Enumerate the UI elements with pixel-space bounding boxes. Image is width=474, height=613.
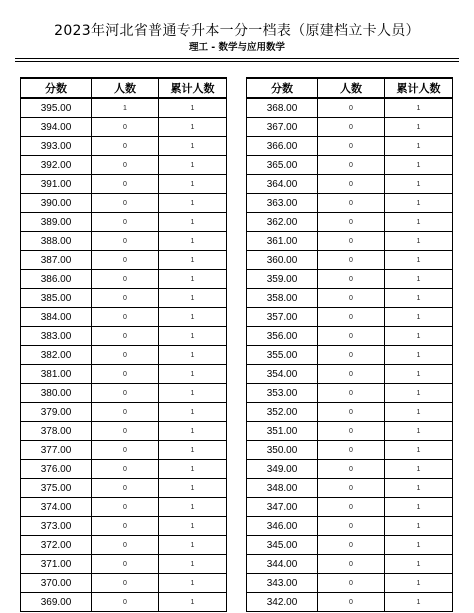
cumulative-count-cell: 1	[385, 308, 453, 327]
cumulative-count-cell: 1	[159, 118, 227, 137]
cumulative-count-cell: 1	[385, 213, 453, 232]
table-row	[21, 232, 227, 251]
score-cell: 364.00	[247, 175, 318, 194]
count-cell: 0	[92, 156, 159, 175]
count-cell: 0	[92, 118, 159, 137]
count-cell: 0	[318, 536, 385, 555]
cumulative-count-cell: 1	[385, 365, 453, 384]
table-row	[21, 365, 227, 384]
table-row	[247, 498, 453, 517]
cumulative-count-cell: 1	[385, 441, 453, 460]
count-cell: 0	[318, 289, 385, 308]
table-row	[21, 156, 227, 175]
column-header-score: 分数	[247, 78, 318, 98]
score-cell: 353.00	[247, 384, 318, 403]
count-cell: 0	[318, 251, 385, 270]
table-row	[247, 98, 453, 118]
count-cell: 0	[92, 175, 159, 194]
score-cell: 388.00	[21, 232, 92, 251]
score-cell: 385.00	[21, 289, 92, 308]
cumulative-count-cell: 1	[385, 460, 453, 479]
count-cell: 0	[92, 517, 159, 536]
table-row	[21, 422, 227, 441]
table-row	[21, 346, 227, 365]
count-cell: 0	[92, 384, 159, 403]
count-cell: 0	[318, 460, 385, 479]
header-divider-top	[15, 58, 459, 59]
count-cell: 0	[318, 365, 385, 384]
count-cell: 0	[92, 346, 159, 365]
table-body-left	[21, 98, 227, 612]
count-cell: 0	[318, 498, 385, 517]
table-row	[21, 384, 227, 403]
table-row	[247, 555, 453, 574]
score-cell: 355.00	[247, 346, 318, 365]
table-row	[21, 536, 227, 555]
table-row	[21, 479, 227, 498]
count-cell: 0	[92, 232, 159, 251]
score-cell: 391.00	[21, 175, 92, 194]
cumulative-count-cell: 1	[159, 498, 227, 517]
table-row	[247, 536, 453, 555]
score-cell: 394.00	[21, 118, 92, 137]
score-cell: 351.00	[247, 422, 318, 441]
score-cell: 345.00	[247, 536, 318, 555]
count-cell: 0	[92, 422, 159, 441]
score-cell: 375.00	[21, 479, 92, 498]
count-cell: 0	[92, 289, 159, 308]
cumulative-count-cell: 1	[385, 479, 453, 498]
cumulative-count-cell: 1	[385, 403, 453, 422]
page-title: 2023年河北省普通专升本一分一档表（原建档立卡人员）	[54, 23, 420, 39]
page-subtitle: 理工 - 数学与应用数学	[188, 42, 286, 53]
score-cell: 354.00	[247, 365, 318, 384]
cumulative-count-cell: 1	[159, 213, 227, 232]
score-cell: 368.00	[247, 98, 318, 118]
score-cell: 356.00	[247, 327, 318, 346]
cumulative-count-cell: 1	[159, 346, 227, 365]
cumulative-count-cell: 1	[159, 422, 227, 441]
score-cell: 365.00	[247, 156, 318, 175]
count-cell: 0	[318, 137, 385, 156]
table-row	[21, 555, 227, 574]
score-cell: 347.00	[247, 498, 318, 517]
score-cell: 389.00	[21, 213, 92, 232]
cumulative-count-cell: 1	[159, 574, 227, 593]
cumulative-count-cell: 1	[385, 517, 453, 536]
count-cell: 0	[318, 422, 385, 441]
cumulative-count-cell: 1	[159, 270, 227, 289]
cumulative-count-cell: 1	[159, 384, 227, 403]
table-row	[21, 270, 227, 289]
table-row	[247, 194, 453, 213]
column-header-score: 分数	[21, 78, 92, 98]
cumulative-count-cell: 1	[159, 536, 227, 555]
count-cell: 0	[92, 194, 159, 213]
cumulative-count-cell: 1	[159, 137, 227, 156]
table-row	[247, 422, 453, 441]
count-cell: 0	[318, 593, 385, 612]
table-row	[21, 137, 227, 156]
cumulative-count-cell: 1	[159, 175, 227, 194]
column-header-count: 人数	[318, 78, 385, 98]
cumulative-count-cell: 1	[385, 232, 453, 251]
score-cell: 373.00	[21, 517, 92, 536]
cumulative-count-cell: 1	[385, 156, 453, 175]
cumulative-count-cell: 1	[385, 270, 453, 289]
table-row	[247, 289, 453, 308]
score-cell: 374.00	[21, 498, 92, 517]
count-cell: 0	[92, 441, 159, 460]
cumulative-count-cell: 1	[385, 118, 453, 137]
table-row	[21, 289, 227, 308]
table-row	[21, 118, 227, 137]
count-cell: 0	[318, 213, 385, 232]
table-row	[21, 574, 227, 593]
score-cell: 382.00	[21, 346, 92, 365]
cumulative-count-cell: 1	[159, 460, 227, 479]
score-cell: 366.00	[247, 137, 318, 156]
table-row	[247, 517, 453, 536]
cumulative-count-cell: 1	[385, 346, 453, 365]
score-cell: 357.00	[247, 308, 318, 327]
table-row	[247, 213, 453, 232]
cumulative-count-cell: 1	[159, 327, 227, 346]
count-cell: 0	[318, 517, 385, 536]
table-row	[247, 232, 453, 251]
table-row	[247, 593, 453, 612]
cumulative-count-cell: 1	[159, 479, 227, 498]
count-cell: 0	[318, 327, 385, 346]
table-row	[247, 118, 453, 137]
table-row	[21, 175, 227, 194]
count-cell: 0	[318, 555, 385, 574]
cumulative-count-cell: 1	[159, 403, 227, 422]
score-cell: 352.00	[247, 403, 318, 422]
count-cell: 0	[92, 270, 159, 289]
cumulative-count-cell: 1	[159, 98, 227, 118]
table-row	[247, 308, 453, 327]
cumulative-count-cell: 1	[159, 194, 227, 213]
count-cell: 0	[92, 498, 159, 517]
score-cell: 346.00	[247, 517, 318, 536]
column-header-count: 人数	[92, 78, 159, 98]
count-cell: 1	[92, 98, 159, 118]
score-cell: 370.00	[21, 574, 92, 593]
cumulative-count-cell: 1	[159, 251, 227, 270]
count-cell: 0	[92, 403, 159, 422]
count-cell: 0	[318, 403, 385, 422]
score-cell: 387.00	[21, 251, 92, 270]
score-cell: 378.00	[21, 422, 92, 441]
score-cell: 361.00	[247, 232, 318, 251]
cumulative-count-cell: 1	[159, 232, 227, 251]
table-row	[247, 327, 453, 346]
count-cell: 0	[318, 98, 385, 118]
cumulative-count-cell: 1	[159, 365, 227, 384]
table-row	[21, 251, 227, 270]
table-row	[21, 194, 227, 213]
count-cell: 0	[318, 346, 385, 365]
score-cell: 390.00	[21, 194, 92, 213]
table-header-row	[21, 78, 227, 98]
score-cell: 360.00	[247, 251, 318, 270]
cumulative-count-cell: 1	[385, 536, 453, 555]
table-body-right	[247, 98, 453, 612]
score-cell: 384.00	[21, 308, 92, 327]
count-cell: 0	[92, 555, 159, 574]
cumulative-count-cell: 1	[385, 137, 453, 156]
count-cell: 0	[318, 232, 385, 251]
score-cell: 380.00	[21, 384, 92, 403]
count-cell: 0	[92, 536, 159, 555]
table-row	[21, 441, 227, 460]
score-cell: 343.00	[247, 574, 318, 593]
cumulative-count-cell: 1	[385, 98, 453, 118]
count-cell: 0	[318, 384, 385, 403]
cumulative-count-cell: 1	[385, 289, 453, 308]
table-row	[247, 156, 453, 175]
table-row	[21, 460, 227, 479]
score-cell: 344.00	[247, 555, 318, 574]
table-row	[21, 327, 227, 346]
cumulative-count-cell: 1	[159, 289, 227, 308]
cumulative-count-cell: 1	[385, 384, 453, 403]
count-cell: 0	[318, 194, 385, 213]
count-cell: 0	[318, 574, 385, 593]
cumulative-count-cell: 1	[385, 574, 453, 593]
count-cell: 0	[318, 308, 385, 327]
score-cell: 393.00	[21, 137, 92, 156]
table-row	[247, 251, 453, 270]
score-cell: 371.00	[21, 555, 92, 574]
score-cell: 359.00	[247, 270, 318, 289]
table-row	[21, 517, 227, 536]
table-row	[247, 384, 453, 403]
count-cell: 0	[318, 156, 385, 175]
score-cell: 358.00	[247, 289, 318, 308]
score-table-left	[20, 77, 227, 612]
score-cell: 383.00	[21, 327, 92, 346]
score-table-right	[246, 77, 453, 612]
table-header-row	[247, 78, 453, 98]
table-row	[21, 308, 227, 327]
score-cell: 395.00	[21, 98, 92, 118]
cumulative-count-cell: 1	[385, 555, 453, 574]
score-cell: 392.00	[21, 156, 92, 175]
cumulative-count-cell: 1	[159, 156, 227, 175]
count-cell: 0	[318, 479, 385, 498]
table-row	[247, 460, 453, 479]
cumulative-count-cell: 1	[159, 555, 227, 574]
table-row	[21, 498, 227, 517]
cumulative-count-cell: 1	[159, 441, 227, 460]
cumulative-count-cell: 1	[159, 593, 227, 612]
table-row	[247, 574, 453, 593]
column-header-cumulative: 累计人数	[159, 78, 227, 98]
cumulative-count-cell: 1	[385, 422, 453, 441]
cumulative-count-cell: 1	[385, 593, 453, 612]
count-cell: 0	[92, 365, 159, 384]
cumulative-count-cell: 1	[385, 251, 453, 270]
score-cell: 363.00	[247, 194, 318, 213]
score-cell: 377.00	[21, 441, 92, 460]
column-header-cumulative: 累计人数	[385, 78, 453, 98]
table-row	[247, 479, 453, 498]
header-divider-bottom	[15, 61, 459, 62]
cumulative-count-cell: 1	[159, 517, 227, 536]
table-row	[247, 441, 453, 460]
count-cell: 0	[318, 270, 385, 289]
table-row	[247, 403, 453, 422]
table-row	[247, 175, 453, 194]
count-cell: 0	[318, 175, 385, 194]
count-cell: 0	[318, 441, 385, 460]
cumulative-count-cell: 1	[385, 327, 453, 346]
score-cell: 369.00	[21, 593, 92, 612]
score-cell: 381.00	[21, 365, 92, 384]
cumulative-count-cell: 1	[385, 498, 453, 517]
score-cell: 342.00	[247, 593, 318, 612]
table-row	[247, 137, 453, 156]
cumulative-count-cell: 1	[385, 194, 453, 213]
count-cell: 0	[92, 308, 159, 327]
count-cell: 0	[92, 327, 159, 346]
count-cell: 0	[92, 137, 159, 156]
cumulative-count-cell: 1	[385, 175, 453, 194]
score-cell: 362.00	[247, 213, 318, 232]
count-cell: 0	[92, 251, 159, 270]
count-cell: 0	[92, 213, 159, 232]
count-cell: 0	[318, 118, 385, 137]
score-cell: 350.00	[247, 441, 318, 460]
table-row	[247, 346, 453, 365]
count-cell: 0	[92, 593, 159, 612]
score-cell: 349.00	[247, 460, 318, 479]
score-cell: 372.00	[21, 536, 92, 555]
table-row	[21, 593, 227, 612]
score-cell: 386.00	[21, 270, 92, 289]
count-cell: 0	[92, 479, 159, 498]
score-cell: 376.00	[21, 460, 92, 479]
score-cell: 379.00	[21, 403, 92, 422]
table-row	[21, 98, 227, 118]
count-cell: 0	[92, 460, 159, 479]
table-row	[21, 213, 227, 232]
table-row	[247, 270, 453, 289]
count-cell: 0	[92, 574, 159, 593]
score-cell: 348.00	[247, 479, 318, 498]
score-cell: 367.00	[247, 118, 318, 137]
cumulative-count-cell: 1	[159, 308, 227, 327]
table-row	[247, 365, 453, 384]
table-row	[21, 403, 227, 422]
